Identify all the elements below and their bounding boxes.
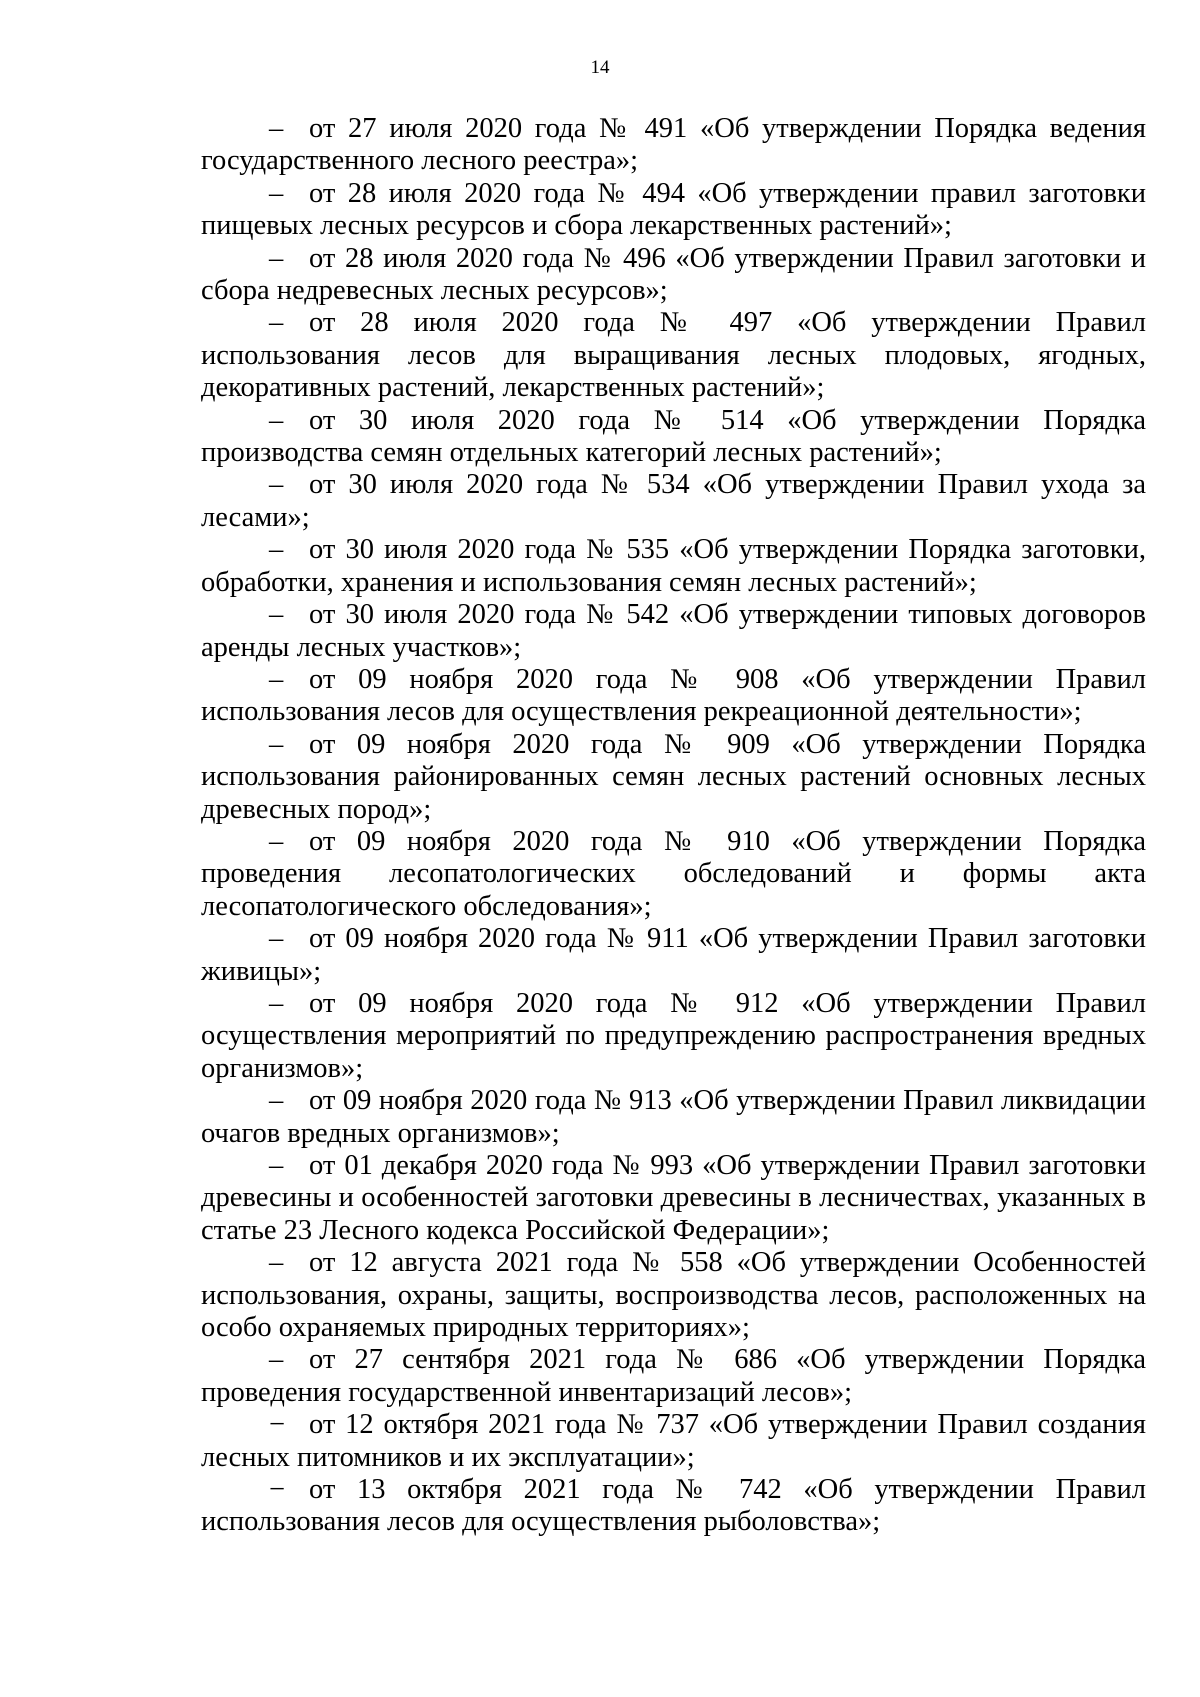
list-item-text: от 12 октября 2021 года № 737 «Об утверждении Правил создания лесных питомников и их эксплуатации»; bbox=[201, 1409, 1146, 1473]
list-item bbox=[201, 1085, 1146, 1150]
list-item bbox=[201, 1409, 1146, 1474]
list-item-text: от 09 ноября 2020 года № 911 «Об утверждении Правил заготовки живицы»; bbox=[201, 923, 1146, 987]
list-dash: – bbox=[269, 987, 284, 1019]
list-item bbox=[201, 923, 1146, 988]
list-dash: – bbox=[269, 1085, 284, 1117]
list-item-text: от 09 ноября 2020 года № 912 «Об утверждении Правил осуществления мероприятий по предупреждению распространения вредных организмов»; bbox=[201, 987, 1146, 1084]
list-item-text: от 30 июля 2020 года № 534 «Об утверждении Правил ухода за лесами»; bbox=[201, 469, 1146, 533]
list-item-text: от 01 декабря 2020 года № 993 «Об утверждении Правил заготовки древесины и особенностей заготовки древесины в лесничествах, указанных в статье 23 Лесного кодекса Российской Федерации»; bbox=[201, 1150, 1146, 1246]
list-dash: − bbox=[269, 1474, 286, 1506]
list-dash: – bbox=[269, 469, 284, 501]
list-item-text: от 30 июля 2020 года № 535 «Об утверждении Порядка заготовки, обработки, хранения и использования семян лесных растений»; bbox=[201, 534, 1146, 598]
page-number: 14 bbox=[590, 57, 610, 78]
list-item bbox=[201, 1247, 1146, 1344]
list-item-text: от 13 октября 2021 года № 742 «Об утверждении Правил использования лесов для осуществления рыболовства»; bbox=[201, 1474, 1146, 1538]
list-dash: – bbox=[269, 534, 284, 566]
list-dash: – bbox=[269, 663, 284, 695]
list-item bbox=[201, 307, 1146, 404]
list-dash: – bbox=[269, 1344, 284, 1376]
list-item-text: от 09 ноября 2020 года № 909 «Об утверждении Порядка использования районированных семян лесных растений основных лесных древесных пород»; bbox=[201, 728, 1146, 825]
list-item-text: от 28 июля 2020 года № 494 «Об утверждении правил заготовки пищевых лесных ресурсов и сбора лекарственных растений»; bbox=[201, 177, 1146, 242]
list-dash: – bbox=[269, 307, 284, 339]
list-item bbox=[201, 534, 1146, 599]
list-dash: – bbox=[269, 923, 284, 955]
list-item bbox=[201, 1150, 1146, 1247]
list-item bbox=[201, 729, 1146, 826]
list-item-text: от 09 ноября 2020 года № 908 «Об утверждении Правил использования лесов для осуществления рекреационной деятельности»; bbox=[201, 663, 1146, 728]
list-dash: – bbox=[269, 242, 284, 274]
list-dash: – bbox=[269, 728, 284, 760]
list-item bbox=[201, 113, 1146, 178]
list-item-text: от 09 ноября 2020 года № 913 «Об утверждении Правил ликвидации очагов вредных организмов»; bbox=[201, 1085, 1146, 1149]
list-item-text: от 28 июля 2020 года № 496 «Об утверждении Правил заготовки и сбора недревесных лесных ресурсов»; bbox=[201, 242, 1146, 307]
list-dash: – bbox=[269, 1150, 284, 1181]
list-item bbox=[201, 243, 1146, 308]
list-item-text: от 12 августа 2021 года № 558 «Об утверждении Особенностей использования, охраны, защиты, воспроизводства лесов, расположенных на особо охраняемых природных территориях»; bbox=[201, 1247, 1146, 1344]
list-dash: – bbox=[269, 113, 284, 144]
list-item bbox=[201, 1474, 1146, 1539]
list-dash: – bbox=[269, 599, 284, 631]
list-item bbox=[201, 405, 1146, 470]
list-item-text: от 09 ноября 2020 года № 910 «Об утверждении Порядка проведения лесопатологических обследований и формы акта лесопатологического обследования»; bbox=[201, 825, 1146, 922]
list-item bbox=[201, 988, 1146, 1085]
list-dash: – bbox=[269, 404, 284, 436]
list-item bbox=[201, 1344, 1146, 1409]
list-item bbox=[201, 664, 1146, 729]
list-dash: – bbox=[269, 177, 284, 209]
list-item-text: от 30 июля 2020 года № 542 «Об утверждении типовых договоров аренды лесных участков»; bbox=[201, 599, 1146, 663]
list-item bbox=[201, 826, 1146, 923]
list-item bbox=[201, 469, 1146, 534]
list-item bbox=[201, 599, 1146, 664]
list-item-text: от 27 сентября 2021 года № 686 «Об утверждении Порядка проведения государственной инвентаризаций лесов»; bbox=[201, 1344, 1146, 1408]
list-dash: – bbox=[269, 825, 284, 857]
list-item-text: от 27 июля 2020 года № 491 «Об утверждении Порядка ведения государственного лесного реестра»; bbox=[201, 113, 1146, 177]
list-item-text: от 30 июля 2020 года № 514 «Об утверждении Порядка производства семян отдельных категорий лесных растений»; bbox=[201, 404, 1146, 469]
list-item-text: от 28 июля 2020 года № 497 «Об утверждении Правил использования лесов для выращивания лесных плодовых, ягодных, декоративных растений, лекарственных растений»; bbox=[201, 307, 1146, 404]
list-dash: – bbox=[269, 1247, 284, 1279]
document-body bbox=[201, 113, 1146, 1539]
list-dash: − bbox=[269, 1409, 286, 1441]
list-item bbox=[201, 178, 1146, 243]
